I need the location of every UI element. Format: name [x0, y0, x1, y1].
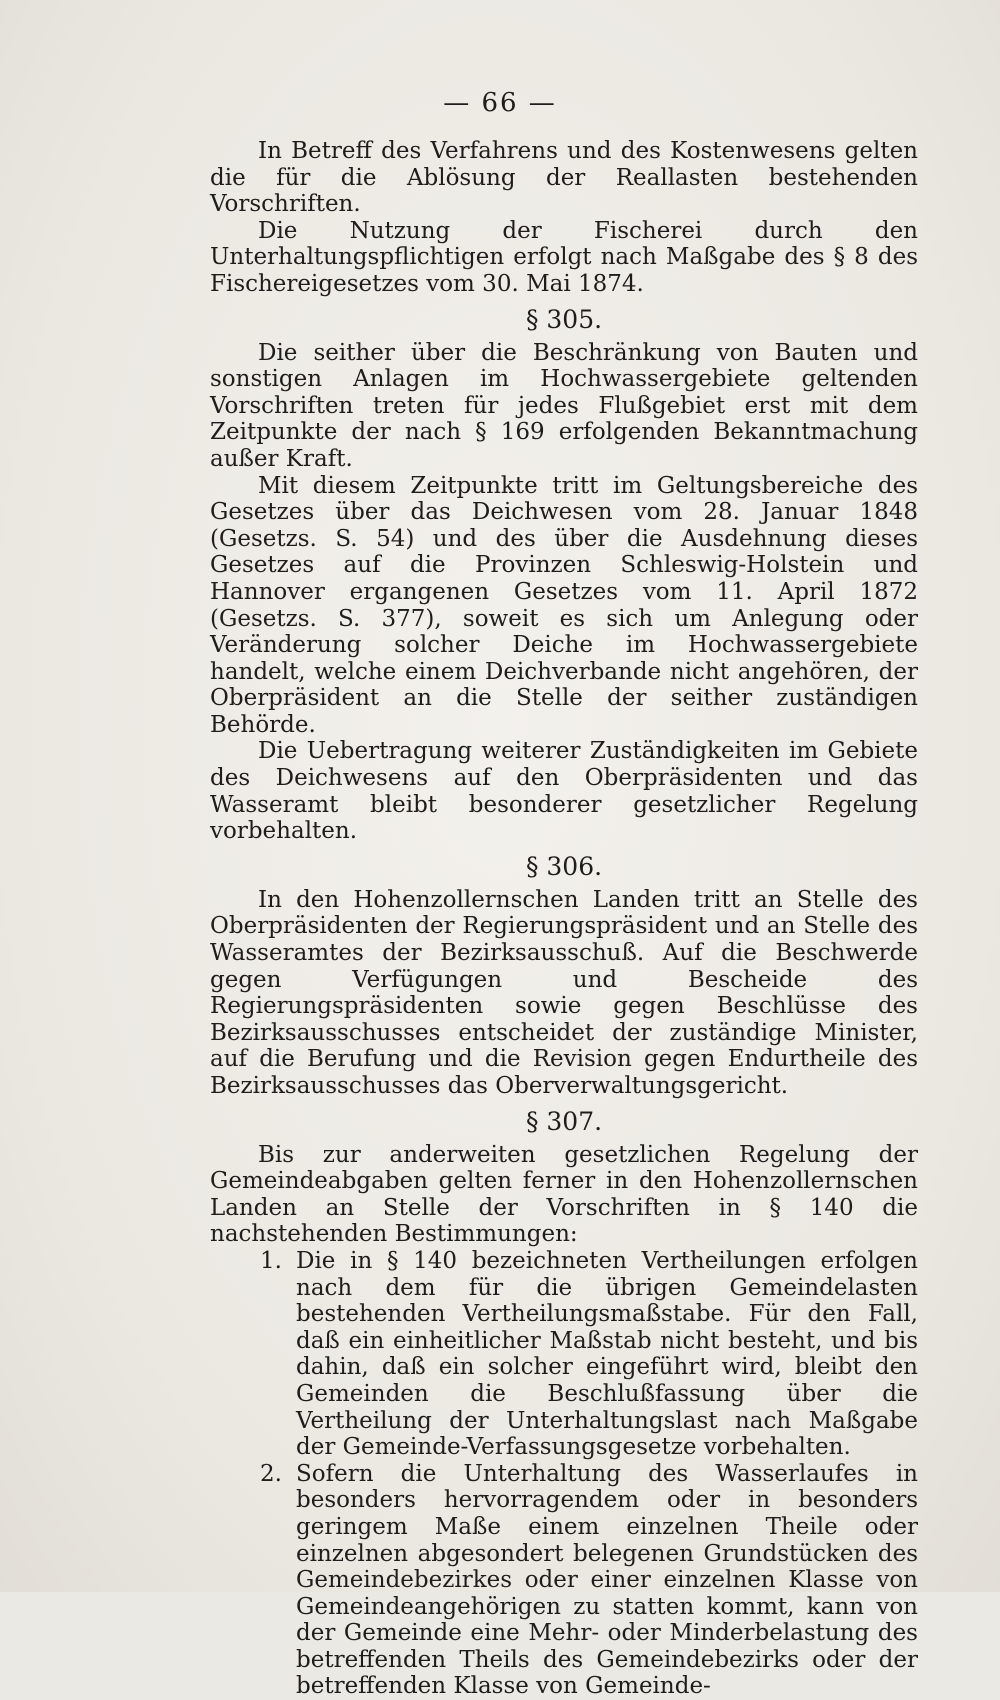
- paragraph-fischerei: Die Nutzung der Fischerei durch den Unterhaltungspflichtigen erfolgt nach Maßgabe des § 8 des Fischereigesetzes vom 30. Mai 1874.: [210, 217, 918, 297]
- paragraph-305-2: Mit diesem Zeitpunkte tritt im Geltungsbereiche des Gesetzes über das Deichwesen vom 28. Januar 1848 (Gesetzs. S. 54) und des über die Ausdehnung dieses Gesetzes auf die Provinzen Schleswig-Holstein und Hannover ergangenen Gesetzes vom 11. April 1872 (Gesetzs. S. 377), soweit es sich um Anlegung oder Veränderung solcher Deiche im Hochwassergebiete handelt, welche einem Deichverbande nicht angehören, der Oberpräsident an die Stelle der seither zuständigen Behörde.: [210, 472, 918, 738]
- paragraph-betreff: In Betreff des Verfahrens und des Kostenwesens gelten die für die Ablösung der Reallasten bestehenden Vorschriften.: [210, 138, 918, 218]
- section-heading-305: § 305.: [525, 304, 603, 334]
- paragraph-307-intro: Bis zur anderweiten gesetzlichen Regelung der Gemeindeabgaben gelten ferner in den Hohenzollernschen Landen an Stelle der Vorschriften in § 140 die nachstehenden Bestimmungen:: [210, 1141, 918, 1248]
- list-item: [210, 1248, 918, 1461]
- paragraph-305-1: Die seither über die Beschränkung von Bauten und sonstigen Anlagen im Hochwassergebiete geltenden Vorschriften treten für jedes Flußgebiet erst mit dem Zeitpunkte der nach § 169 erfolgenden Bekanntmachung außer Kraft.: [210, 339, 918, 472]
- list-item-text: Die in § 140 bezeichneten Vertheilungen erfolgen nach dem für die übrigen Gemeindelasten bestehenden Vertheilungsmaßstabe. Für den Fall, daß ein einheitlicher Maßstab nicht besteht, und bis dahin, daß ein solcher eingeführt wird, bleibt den Gemeinden die Beschlußfassung über die Vertheilung der Unterhaltungslast nach Maßgabe der Gemeinde-Verfassungsgesetze vorbehalten.: [296, 1247, 918, 1461]
- body-text: [210, 138, 918, 1700]
- section-heading-306: § 306.: [525, 851, 603, 881]
- paragraph-305-3: Die Uebertragung weiterer Zuständigkeiten im Gebiete des Deichwesens auf den Oberpräsidenten und das Wasseramt bleibt besonderer gesetzlicher Regelung vorbehalten.: [210, 738, 918, 845]
- provisions-list: [210, 1248, 918, 1700]
- section-heading-307: § 307.: [525, 1106, 603, 1136]
- list-item-number: 2.: [260, 1460, 282, 1487]
- list-item-number: 1.: [260, 1247, 282, 1274]
- list-item: [210, 1461, 918, 1700]
- list-item-text: Sofern die Unterhaltung des Wasserlaufes in besonders hervorragendem oder in besonders geringem Maße einem einzelnen Theile oder einzelnen abgesondert belegenen Grundstücken des Gemeindebezirkes oder einer einzelnen Klasse von Gemeindeangehörigen zu statten kommt, kann von der Gemeinde eine Mehr- oder Minderbelastung des betreffenden Theils des Gemeindebezirks oder der betreffenden Klasse von Gemeinde-: [296, 1460, 918, 1700]
- page-number: — 66 —: [443, 88, 557, 118]
- paragraph-306-1: In den Hohenzollernschen Landen tritt an Stelle des Oberpräsidenten der Regierungspräsident und an Stelle des Wasseramtes der Bezirksausschuß. Auf die Beschwerde gegen Verfügungen und Bescheide des Regierungspräsidenten sowie gegen Beschlüsse des Bezirksausschusses entscheidet der zuständige Minister, auf die Berufung und die Revision gegen Endurtheile des Bezirksausschusses das Oberverwaltungsgericht.: [210, 886, 918, 1099]
